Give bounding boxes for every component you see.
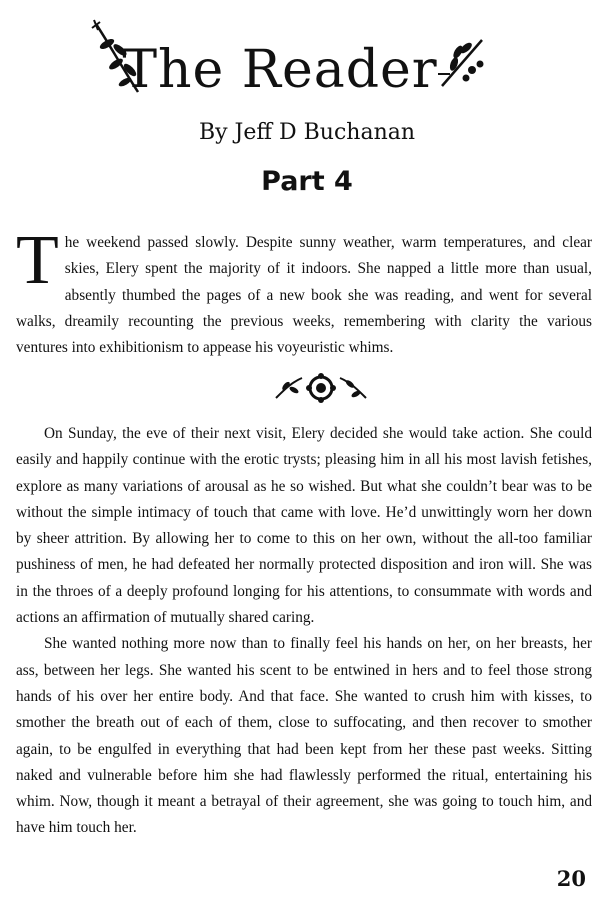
paragraph: On Sunday, the eve of their next visit, Elery decided she would take action. She could easily and happily continue with the erotic trysts; pleasing him in all his most lavish fetishes, explore as many variations of arousal as he so wished. But what she couldn’t bear was to be without the simple intimacy of touch that came with love. He’d unwittingly worn her down by sheer attrition. By allowing her to come to this on her own, without the all-too familiar pushiness of men, he had defeated her normally protected disposition and iron will. She was in the throes of a deeply profound longing for his attentions, to consummate with words and actions an affirmation of mutually shared caring.: [16, 425, 592, 627]
title-row: [0, 18, 614, 110]
part-heading: Part 4: [261, 166, 353, 197]
intro-text: he weekend passed slowly. Despite sunny weather, warm temperatures, and clear skies, Elery spent the majority of it indoors. She napped a little more than usual, absently thumbed the pages of a new book she was reading, and went for several walks, dreamily recounting the previous weeks, remembering with clarity the various ventures into exhibitionism to appease his voyeuristic whims.: [16, 234, 592, 357]
body-paragraphs: [16, 421, 592, 842]
floral-flourish-right-icon: [436, 34, 488, 92]
floral-ornament-icon: [272, 372, 370, 404]
intro-paragraph: [16, 222, 592, 361]
author-byline: By Jeff D Buchanan: [198, 120, 416, 145]
page-title: The Reader: [122, 40, 438, 100]
page-number: 20: [556, 866, 586, 891]
paragraph: She wanted nothing more now than to finally feel his hands on her, on her breasts, her ass, between her legs. She wanted his scent to be entwined in hers and to feel those strong hands of his over her entire body. And that face. She wanted to crush him with kisses, to smother the breath out of each of them, close to suffocating, and then recover to smother again, to be engulfed in everything that had been kept from her these past weeks. Sitting naked and vulnerable before him she had flawlessly performed the ritual, entertaining his whim. Now, though it meant a betrayal of their agreement, she was going to touch him, and have him touch her.: [16, 635, 592, 837]
drop-cap: T: [16, 222, 59, 299]
